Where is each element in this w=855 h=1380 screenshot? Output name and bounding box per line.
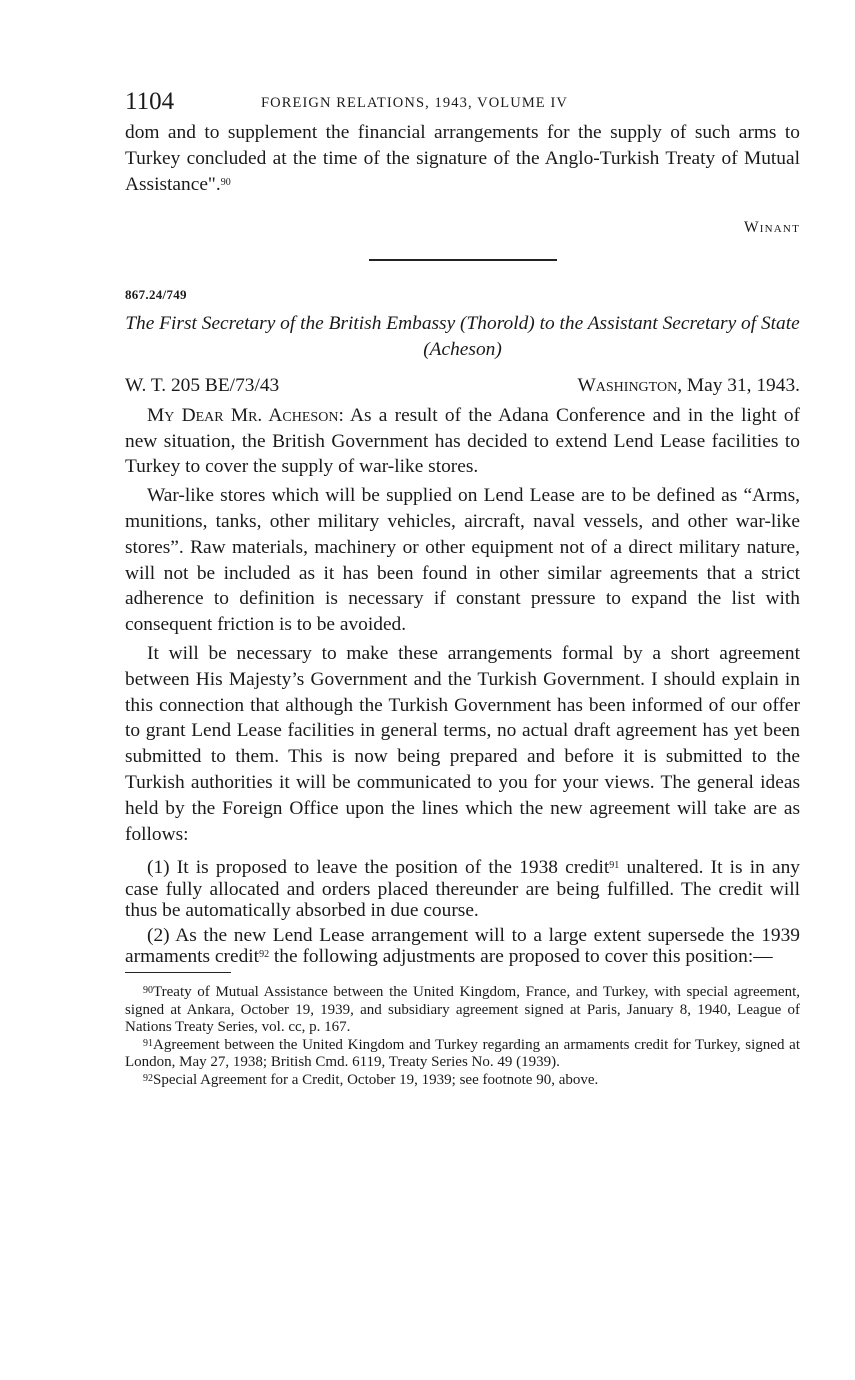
date: , May 31, 1943.	[677, 374, 800, 396]
reference-number: W. T. 205 BE/73/43	[125, 374, 280, 396]
footnote-number: 91	[143, 1037, 153, 1049]
running-title: FOREIGN RELATIONS, 1943, VOLUME IV	[261, 95, 568, 111]
item-1-text-b: unaltered. It is in any case fully allocated and orders placed thereunder are being fulfilled. The credit will thus be automatically absorbed in due course.	[125, 857, 800, 922]
footnote-text: Treaty of Mutual Assistance between the United Kingdom, France, and Turkey, with special agreement, signed at Ankara, October 19, 1939, and subsidiary agreement signed at Paris, January 8, 1940, League of Nations Treaty Series, vol. cc, p. 167.	[125, 984, 800, 1036]
paragraph-2: War-like stores which will be supplied on Lend Lease are to be defined as “Arms, munitions, tanks, other military vehicles, aircraft, naval vessels, and other war-like stores”. Raw materials, machinery or other equipment not of a direct military nature, will not be included as it has been found in other similar agreements that a strict adherence to definition is necessary if constant pressure to expand the list with consequent friction is to be avoided.	[125, 485, 800, 636]
paragraph-1	[125, 403, 800, 480]
page-number: 1104	[125, 88, 175, 115]
signature-winant: Winant	[743, 219, 800, 237]
footnote-90	[125, 984, 800, 1037]
running-head	[125, 88, 800, 120]
footnote-ref-92: 92	[259, 949, 270, 961]
footnote-ref-90: 90	[220, 176, 231, 188]
previous-document-closing	[125, 120, 800, 197]
footnote-91	[125, 1037, 800, 1072]
footnote-92	[125, 1072, 800, 1090]
footnote-number: 90	[143, 985, 153, 997]
paragraph-3: It will be necessary to make these arrangements formal by a short agreement between His Majesty’s Government and the Turkish Government. I should explain in this connection that although the Turkish Government has been informed of our offer to grant Lend Lease facilities in general terms, no actual draft agreement has yet been submitted to them. This is now being prepared and before it is submitted to the Turkish authorities it will be communicated to you for your views. The general ideas held by the Foreign Office upon the lines which the new agreement will take are as follows:	[125, 643, 800, 845]
footnote-text: Agreement between the United Kingdom and Turkey regarding an armaments credit for Turkey, signed at London, May 27, 1938; British Cmd. 6119, Treaty Series No. 49 (1939).	[125, 1036, 800, 1071]
item-2-text-a: (2) As the new Lend Lease arrangement will to a large extent supersede the 1939 armaments credit	[125, 924, 800, 968]
dateline	[577, 375, 800, 397]
place: Washington	[577, 374, 678, 396]
footnote-rule	[125, 972, 231, 973]
item-1-text-a: (1) It is proposed to leave the position of the 1938 credit	[147, 857, 610, 879]
item-2	[125, 925, 800, 968]
footnote-ref-91: 91	[609, 860, 620, 872]
paragraph-1-text: : As a result of the Adana Conference and in the light of new situation, the British Government has decided to extend Lend Lease facilities to Turkey to cover the supply of war-like stores.	[125, 404, 801, 478]
closing-text: dom and to supplement the financial arrangements for the supply of such arms to Turkey concluded at the time of the signature of the Anglo-Turkish Treaty of Mutual Assistance".	[125, 122, 800, 195]
footnote-number: 92	[143, 1072, 153, 1084]
salutation: My Dear Mr. Acheson	[147, 404, 339, 426]
footnote-text: Special Agreement for a Credit, October 19, 1939; see footnote 90, above.	[153, 1071, 599, 1088]
item-2-text-b: the following adjustments are proposed to cover this position:—	[269, 946, 773, 968]
file-number: 867.24/749	[125, 286, 187, 302]
item-1	[125, 857, 800, 922]
document-title: The First Secretary of the British Embassy (Thorold) to the Assistant Secretary of State (Acheson)	[125, 312, 800, 360]
document-page	[125, 88, 800, 1089]
section-divider	[369, 259, 557, 261]
reference-line	[125, 375, 800, 401]
